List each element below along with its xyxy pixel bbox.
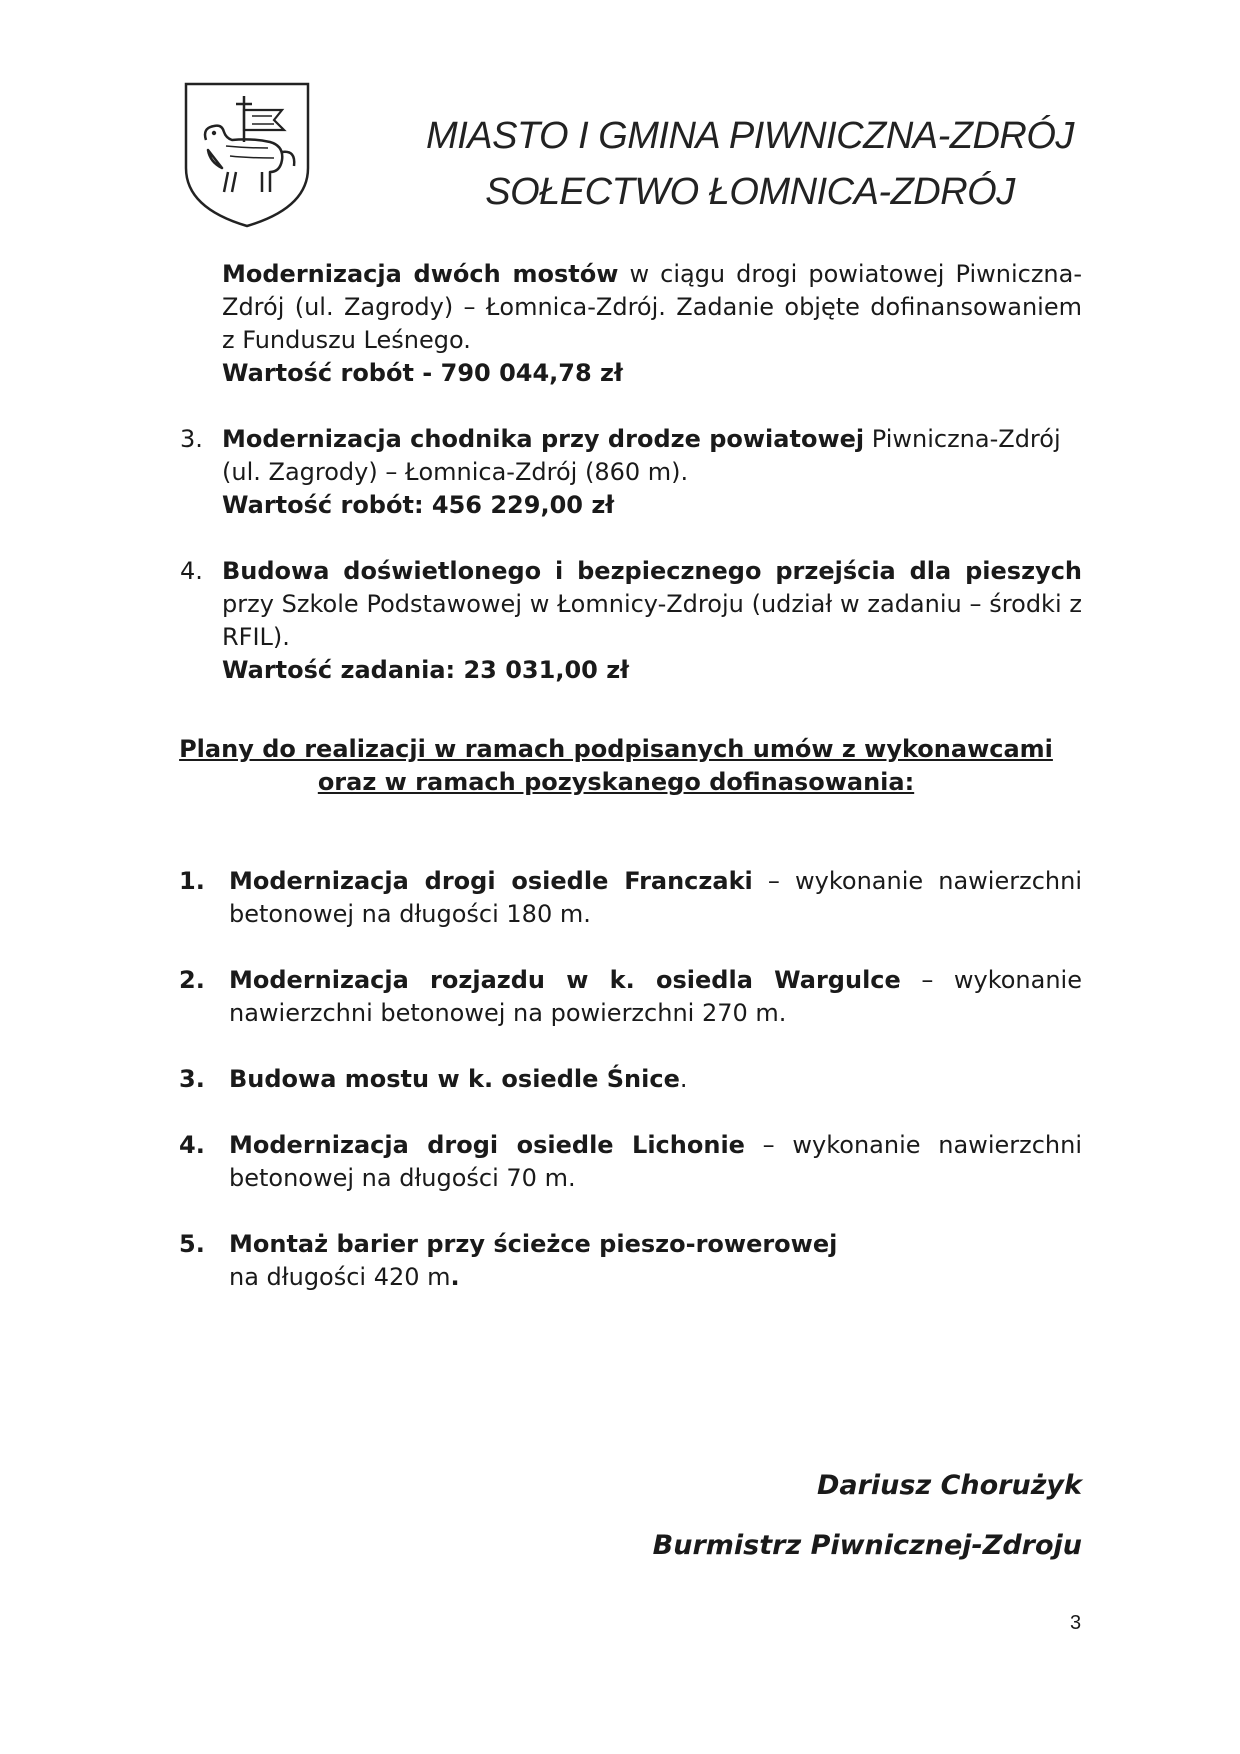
plan-item [179,964,1082,1030]
item-text: na długości 420 m [229,1263,451,1291]
signature-role: Burmistrz Piwnicznej-Zdroju [652,1530,1082,1561]
item-title: Modernizacja rozjazdu w k. osiedla Wargulce [229,966,901,994]
item-title: Montaż barier przy ścieżce pieszo-rowerowej [229,1230,838,1258]
completed-item-crossing [180,555,1082,654]
plan-item [179,1063,1082,1096]
plans-heading [150,733,1082,799]
coat-of-arms-lamb-icon [182,80,312,230]
completed-item-sidewalk [180,423,1082,489]
item-text: Piwniczna-Zdrój (ul. Zagrody) – Łomnica-Zdrój (860 m). [222,425,1061,486]
plans-heading-line1: Plany do realizacji w ramach podpisanych umów z wykonawcami [179,735,1053,763]
item-number: 5. [179,1230,205,1258]
item-title: Modernizacja dwóch mostów [222,260,619,288]
item-text: . [679,1065,688,1093]
item-number: 4. [179,1131,205,1159]
item-value: Wartość robót - 790 044,78 zł [222,359,623,387]
item-title: Modernizacja drogi osiedle Franczaki [229,867,753,895]
plans-heading-line2: oraz w ramach pozyskanego dofinasowania: [317,768,915,796]
item-number: 2. [179,966,205,994]
item-number: 3. [180,425,203,453]
header-line-municipality: MIASTO I GMINA PIWNICZNA-ZDRÓJ [426,115,1074,157]
document-header [400,108,1100,220]
item-number: 3. [179,1065,205,1093]
item-tail: . [450,1263,460,1291]
item-title: Modernizacja drogi osiedle Lichonie [229,1131,745,1159]
page-number: 3 [1070,1612,1082,1634]
item-text: – wykonanie nawierzchni betonowej na długości 70 m. [229,1131,1082,1192]
item-number: 4. [180,557,203,585]
item-title: Modernizacja chodnika przy drodze powiatowej [222,425,865,453]
item-title: Budowa mostu w k. osiedle Śnice [229,1065,680,1093]
plan-item [179,1129,1082,1195]
plan-item [179,865,1082,931]
plan-item [179,1228,1082,1294]
item-text: – wykonanie nawierzchni betonowej na długości 180 m. [229,867,1082,928]
item-value: Wartość zadania: 23 031,00 zł [222,656,630,684]
item-text: przy Szkole Podstawowej w Łomnicy-Zdroju (udział w zadaniu – środki z RFIL). [222,590,1082,651]
item-value: Wartość robót: 456 229,00 zł [222,491,615,519]
header-line-village: SOŁECTWO ŁOMNICA-ZDRÓJ [485,171,1015,213]
item-text: – wykonanie nawierzchni betonowej na powierzchni 270 m. [229,966,1082,1027]
completed-item-bridges [222,258,1082,357]
item-number: 1. [179,867,205,895]
item-title: Budowa doświetlonego i bezpiecznego przejścia dla pieszych [222,557,1082,585]
signature-name: Dariusz Chorużyk [816,1470,1082,1501]
item-text: w ciągu drogi powiatowej Piwniczna-Zdrój (ul. Zagrody) – Łomnica-Zdrój. Zadanie objęte dofinansowaniem z Funduszu Leśnego. [222,260,1082,354]
